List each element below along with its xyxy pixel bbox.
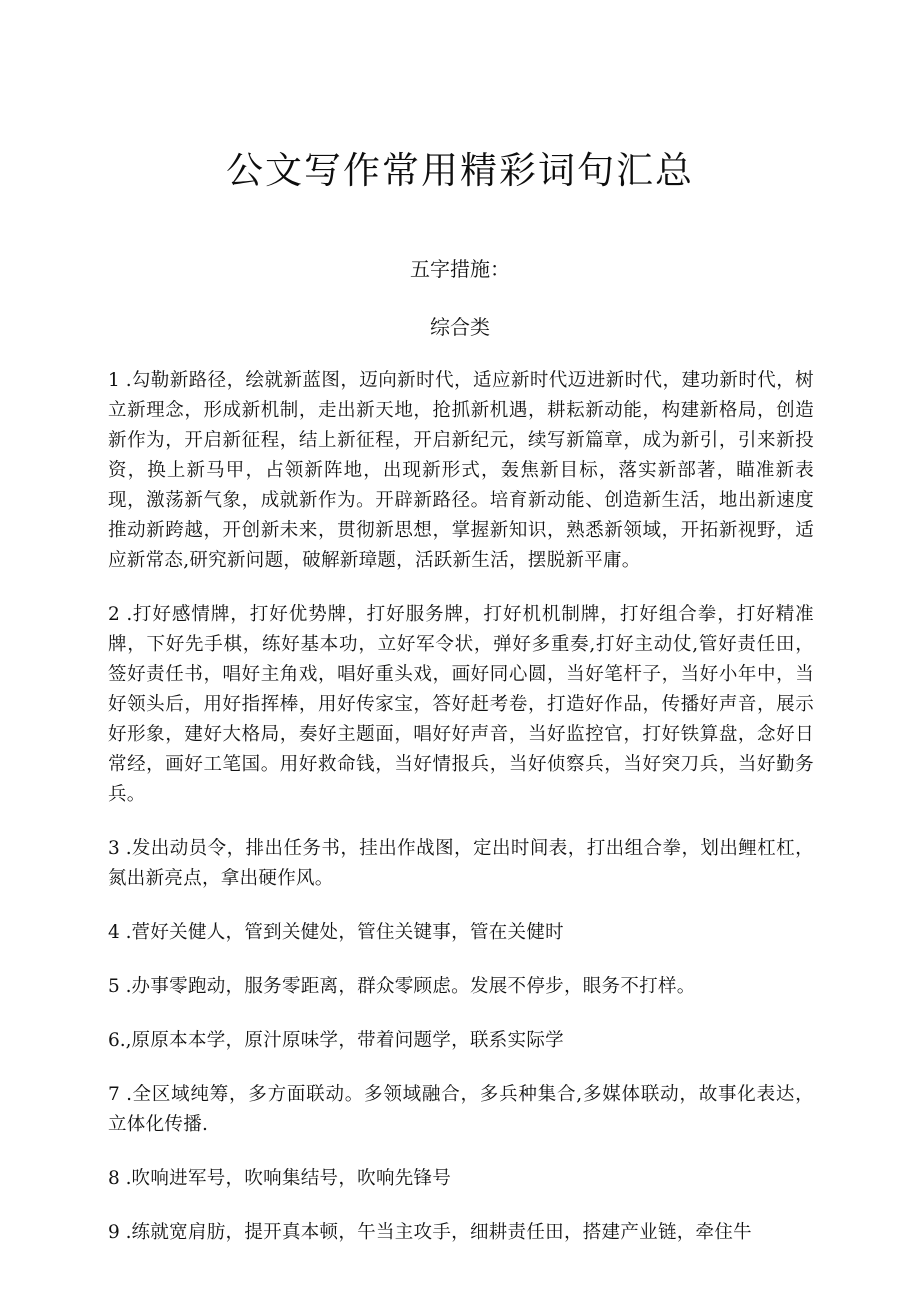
item-text: 原原本本学，原汁原味学，带着问题学，联系实际学 xyxy=(131,1030,564,1051)
item-number: 3 . xyxy=(108,838,132,859)
list-item xyxy=(108,1080,814,1140)
item-text: 吹响进军号，吹响集结号，吹响先锋号 xyxy=(131,1168,452,1189)
list-item xyxy=(108,366,814,576)
list-item xyxy=(108,972,814,1002)
list-item xyxy=(108,1218,814,1248)
item-list xyxy=(108,366,814,1272)
item-text: 办事零跑动，服务零距离，群众零顾虑。发展不停步，眼务不打样。 xyxy=(131,976,696,997)
item-number: 5 . xyxy=(108,976,132,997)
item-number: 6., xyxy=(108,1030,132,1051)
item-text: 勾勒新路径，绘就新蓝图，迈向新时代，适应新时代迈进新时代，建功新时代，树立新理念，形成新机制，走出新天地，抢抓新机遇，耕耘新动能，构建新格局，创造新作为，开启新征程，结上新征程，开启新纪元，续写新篇章，成为新引，引来新投资，换上新马甲，占领新阵地，出现新形式，轰焦新目标，落实新部著，瞄准新表现，激荡新气象，成就新作为。开辟新路径。培育新动能、创造新生活，地出新速度推动新跨越，开创新未来，贯彻新思想，掌握新知识，熟悉新领域，开拓新视野，适应新常态,研究新问题，破解新璋题，活跃新生活，摆脱新平庸。 xyxy=(108,370,814,571)
item-text: 发出动员令，排出任务书，挂出作战图，定出时间表，打出组合拳，划出鲤杠杠，氮出新亮点，拿出硬作风。 xyxy=(108,838,814,889)
item-number: 7 . xyxy=(108,1084,133,1105)
list-item xyxy=(108,1164,814,1194)
list-item xyxy=(108,1026,814,1056)
item-number: 1 . xyxy=(108,370,132,391)
item-text: 练就宽肩肪，提开真本顿，午当主攻手，细耕责任田，搭建产业链，牵住牛 xyxy=(131,1222,752,1243)
document-title: 公文写作常用精彩词句汇总 xyxy=(226,149,694,192)
item-number: 9 . xyxy=(108,1222,132,1243)
item-number: 8 . xyxy=(108,1168,132,1189)
list-item xyxy=(108,918,814,948)
item-text: 全区域纯筹，多方面联动。多领域融合，多兵种集合,多媒体联动，故事化表达，立体化传播. xyxy=(108,1084,814,1135)
item-number: 4 . xyxy=(108,922,132,943)
subsection-heading: 综合类 xyxy=(430,315,490,339)
section-heading: 五字措施： xyxy=(410,257,510,281)
list-item xyxy=(108,600,814,810)
item-text: 打好感情牌，打好优势牌，打好服务牌，打好机机制牌，打好组合拳，打好精准牌，下好先手棋，练好基本功，立好军令状，弹好多重奏,打好主动仗,管好责任田，签好责任书，唱好主角戏，唱好重头戏，画好同心圆，当好笔杆子，当好小年中，当好领头后，用好指挥棒，用好传家宝，答好赶考卷，打造好作品，传播好声音，展示好形象，建好大格局，奏好主题面，唱好好声音，当好监控官，打好铁算盘，念好日常经，画好工笔国。用好救命钱，当好情报兵，当好侦察兵，当好突刀兵，当好勤务兵。 xyxy=(108,604,814,805)
list-item xyxy=(108,834,814,894)
item-text: 菅好关健人，管到关健处，管住关键事，管在关健时 xyxy=(131,922,564,943)
item-number: 2 . xyxy=(108,604,133,625)
